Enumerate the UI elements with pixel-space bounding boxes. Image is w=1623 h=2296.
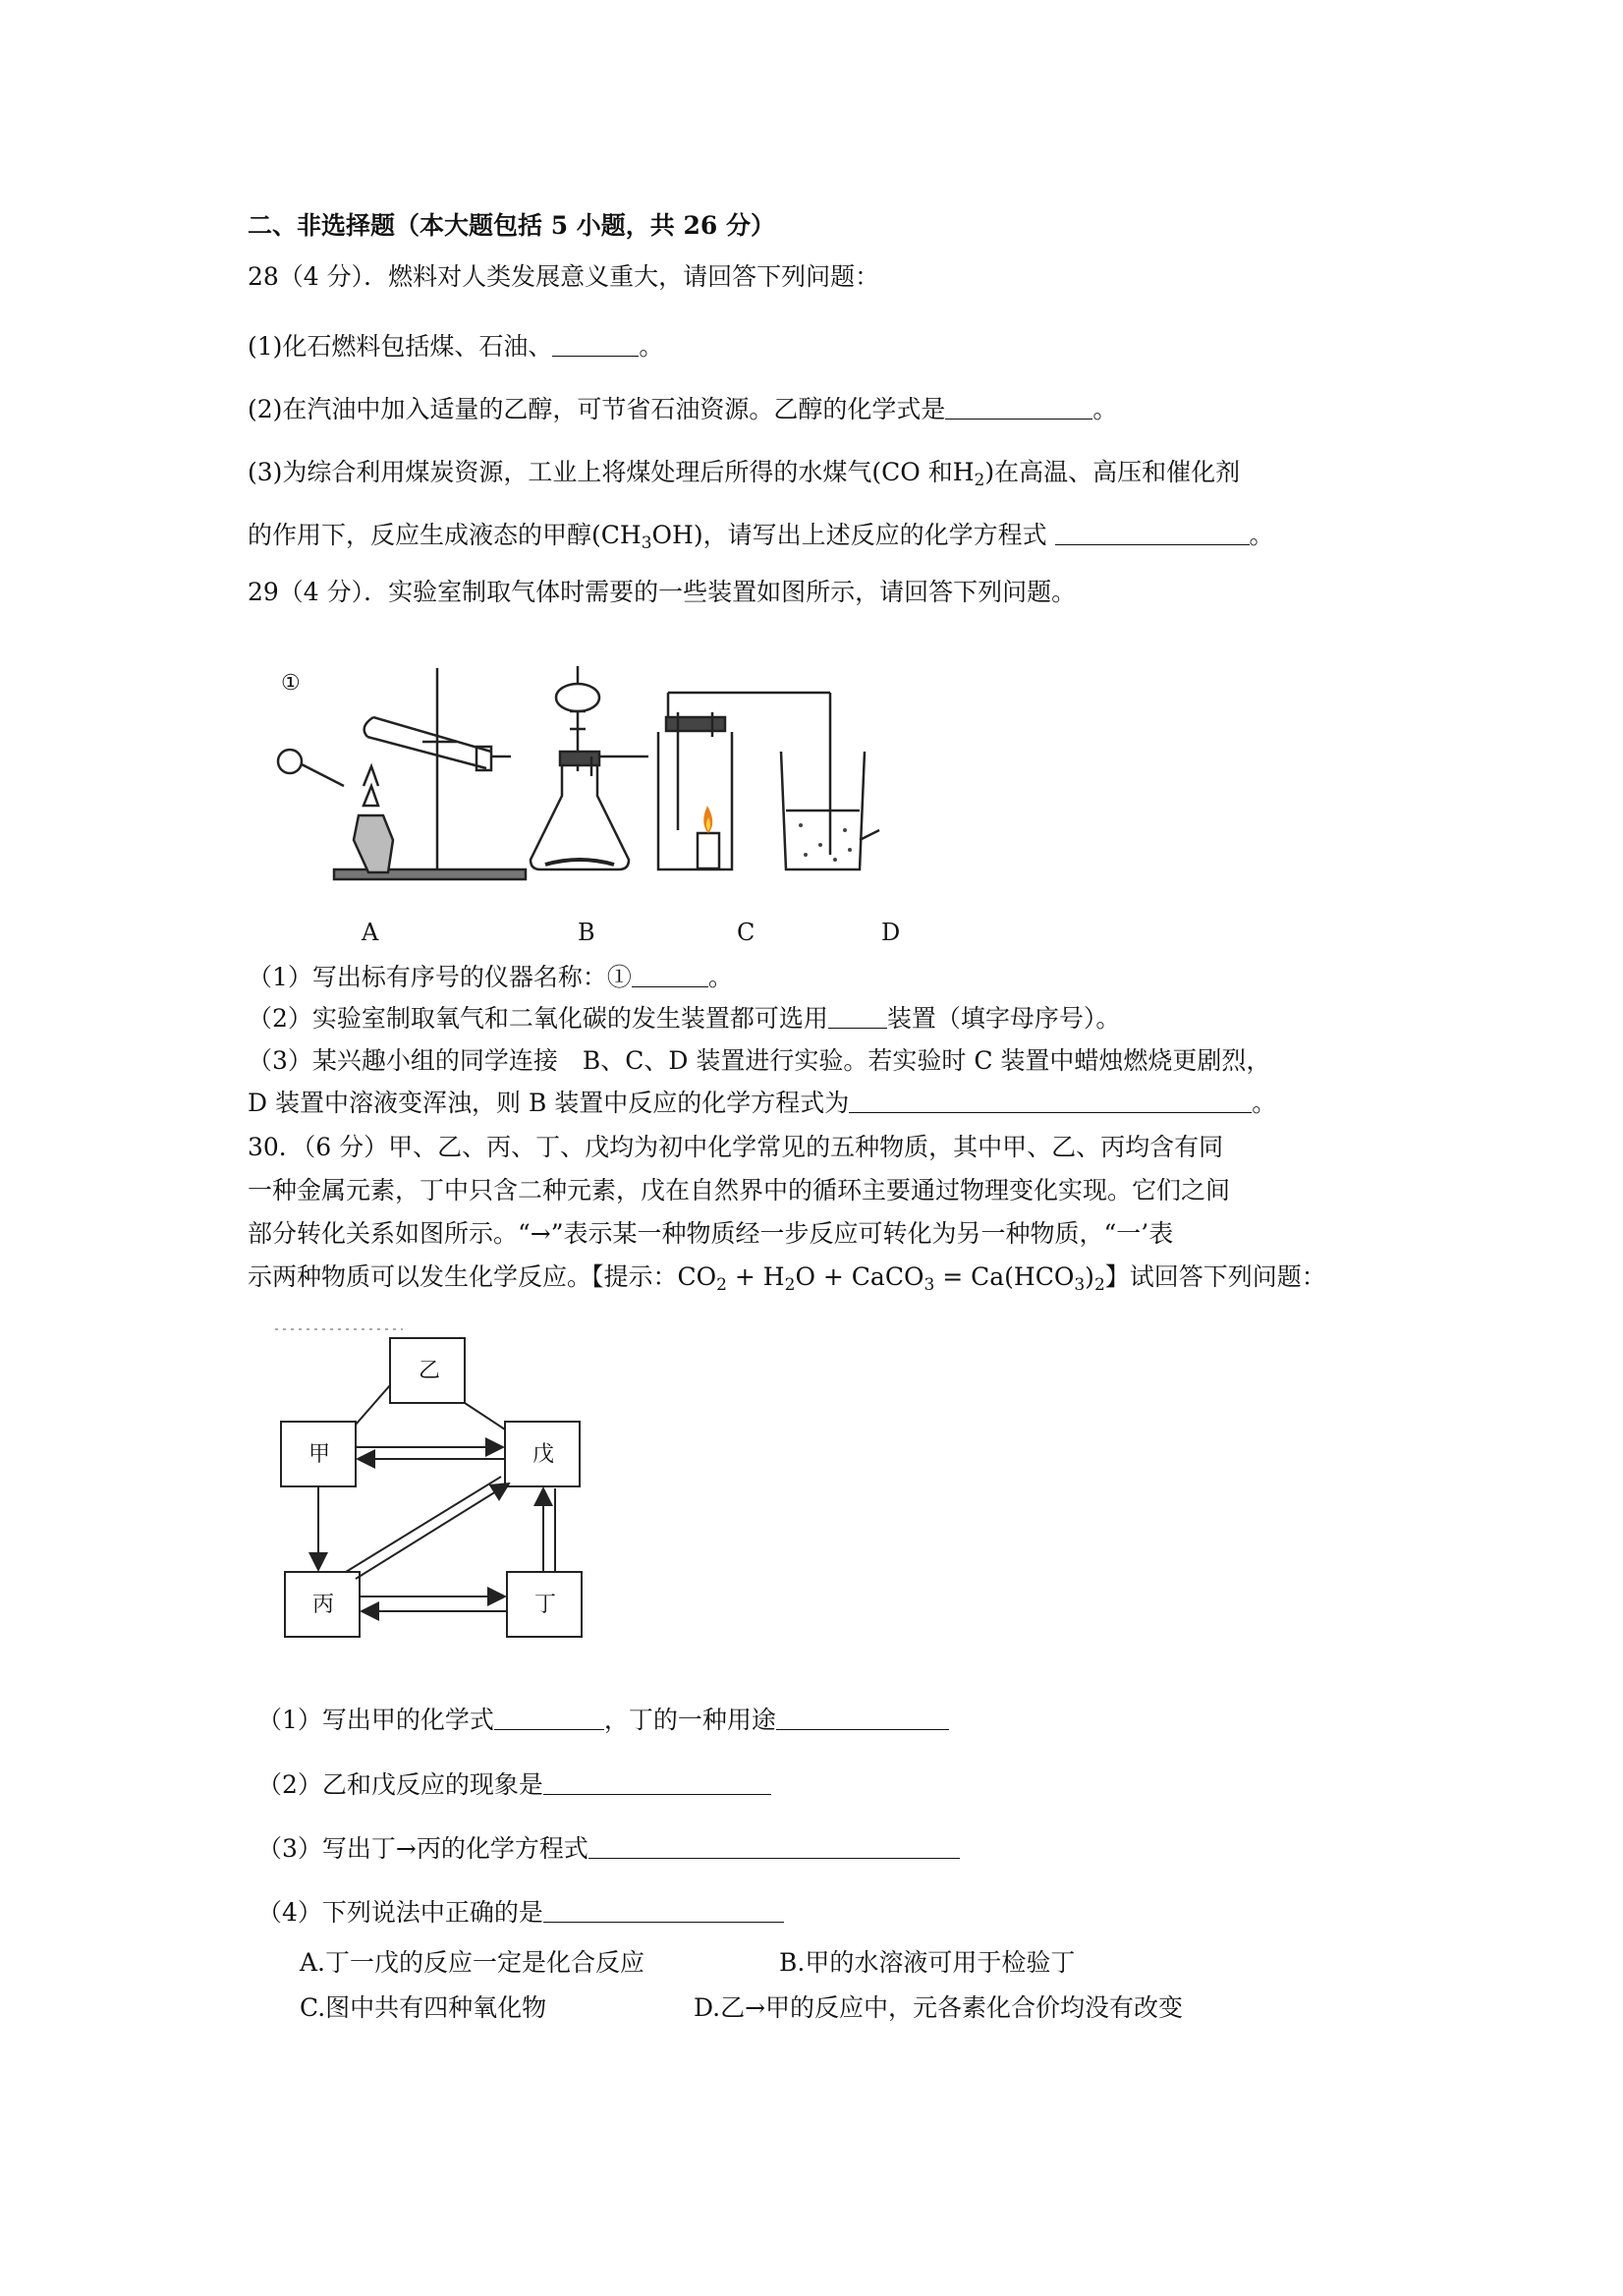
- q28-part3-line2: 的作用下，反应生成液态的甲醇$(CH_3OH)$，请写出上述反应的化学方程式 。: [248, 521, 1274, 553]
- q30-part4: （4）下列说法中正确的是: [257, 1898, 784, 1928]
- q30-part2: （2）乙和戊反应的现象是: [257, 1770, 771, 1800]
- q30-line4: 示两种物质可以发生化学反应。【提示：$CO_2 + H_2O$ + CaCO$_3$ = $Ca(HCO_3)_2$】试回答下列问题：: [248, 1262, 1326, 1295]
- option-c[interactable]: C.图中共有四种氧化物: [300, 1993, 547, 2022]
- q30-blank2[interactable]: [776, 1708, 949, 1730]
- option-b[interactable]: B.甲的水溶液可用于检验丁: [779, 1948, 1076, 1977]
- option-a[interactable]: A.丁一戊的反应一定是化合反应: [300, 1948, 645, 1977]
- node-wu: 戊: [532, 1442, 555, 1467]
- q30-line1: 30．（6 分）甲、乙、丙、丁、戊均为初中化学常见的五种物质，其中甲、乙、丙均含有同: [248, 1133, 1224, 1161]
- q30-line2: 一种金属元素，丁中只含二种元素，戊在自然界中的循环主要通过物理变化实现。它们之间: [248, 1176, 1231, 1204]
- q28-blank1[interactable]: [552, 334, 639, 357]
- apparatus-marker: ①: [281, 671, 301, 696]
- q29-part1: （1）写出标有序号的仪器名称：① 。: [248, 963, 733, 991]
- q29-blank3[interactable]: [849, 1091, 1252, 1113]
- label-c: C: [737, 919, 756, 946]
- label-b: B: [578, 919, 595, 946]
- node-bing: 丙: [312, 1593, 335, 1617]
- q28-part1: (1)化石燃料包括煤、石油、 。: [248, 332, 664, 361]
- q28-blank3[interactable]: [1055, 523, 1250, 545]
- q28-blank2[interactable]: [945, 397, 1092, 420]
- q28-part2: (2)在汽油中加入适量的乙醇，可节省石油资源。乙醇的化学式是 。: [248, 395, 1118, 423]
- q30-blank4[interactable]: [588, 1836, 960, 1859]
- q30-part3: （3）写出丁→丙的化学方程式: [257, 1834, 960, 1864]
- q28-part3-line1: (3)为综合利用煤炭资源，工业上将煤处理后所得的水煤气(CO 和$H_2$)在高温、高压和催化剂: [248, 458, 1241, 490]
- node-ding: 丁: [534, 1593, 557, 1617]
- q30-part1: （1）写出甲的化学式 ，丁的一种用途: [257, 1706, 949, 1735]
- q29-stem: 29（4 分）．实验室制取气体时需要的一些装置如图所示，请回答下列问题。: [248, 578, 1077, 606]
- q30-line3: 部分转化关系如图所示。“→”表示某一种物质经一步反应可转化为另一种物质，“一’表: [248, 1219, 1174, 1248]
- q29-part2: （2）实验室制取氧气和二氧化碳的发生装置都可选用 装置（填字母序号）。: [248, 1004, 1121, 1033]
- node-jia: 甲: [308, 1442, 331, 1467]
- q28-stem: 28（4 分）．燃料对人类发展意义重大，请回答下列问题：: [248, 262, 880, 291]
- apparatus-figure: [265, 658, 933, 904]
- q29-blank1[interactable]: [632, 965, 708, 987]
- q30-blank5[interactable]: [543, 1900, 784, 1923]
- q30-blank1[interactable]: [494, 1708, 604, 1730]
- option-d[interactable]: D.乙→甲的反应中，元各素化合价均没有改变: [694, 1993, 1184, 2022]
- label-a: A: [362, 919, 379, 946]
- section-title: 二、非选择题（本大题包括 5 小题，共 26 分）: [248, 211, 776, 240]
- q29-blank2[interactable]: [828, 1006, 887, 1029]
- node-yi: 乙: [419, 1359, 441, 1383]
- label-d: D: [881, 919, 901, 946]
- q29-part3-line2: D 装置中溶液变浑浊，则 B 装置中反应的化学方程式为 。: [248, 1089, 1277, 1117]
- q29-part3-line1: （3）某兴趣小组的同学连接 B、C、D 装置进行实验。若实验时 C 装置中蜡烛燃烧更剧烈，: [248, 1046, 1271, 1075]
- q30-blank3[interactable]: [543, 1772, 771, 1795]
